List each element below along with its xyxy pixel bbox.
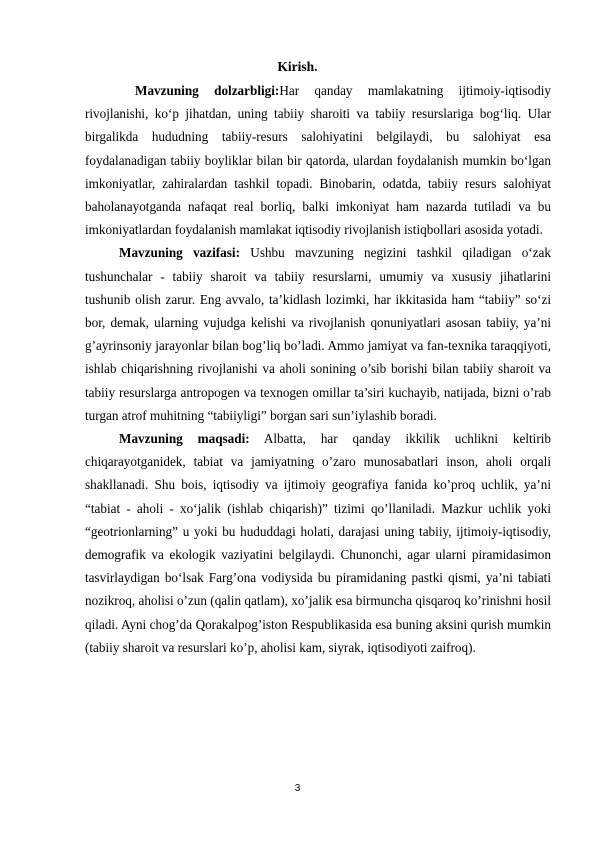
paragraph-text-relevance: Har qanday mamlakatning ijtimoiy-iqtisodiy rivojlanishi, ko‘p jihatdan, uning tabiiy sharoiti va tabiiy resurslariga bog‘liq. Ular birgalikda hududning tabiiy-resurs salohiyatini belgilaydi, bu salohiyat esa foydalanadigan tabiiy boyliklar bilan bir qatorda, ulardan foydalanish mumkin bo‘lgan imkoniyatlar, zahiralardan tashkil topadi. Binobarin, odatda, tabiiy resurs salohiyat baholanayotganda nafaqat real borliq, balki imkoniyat ham nazarda tutiladi va bu imkoniyatlardan foydalanish mamlakat iqtisodiy rivojlanish istiqbollari asosida yotadi. [85, 83, 551, 238]
paragraph-lead-task: Mavzuning vazifasi: [119, 245, 240, 261]
page-number: 3 [294, 783, 301, 794]
document-body [85, 79, 551, 659]
paragraph-text-goal: Albatta, har qanday ikkilik uchlikni keltirib chiqarayotganidek, tabiat va jamiyatning o’zaro munosabatlari inson, aholi orqali shakllanadi. Shu bois, iqtisodiy va ijtimoiy geografiya fanida ko’proq uchlik, ya’ni “tabiat - aholi - xo‘jalik (ishlab chiqarish)” tizimi qo’llaniladi. Mazkur uchlik yoki “geotrionlarning” u yoki bu hududdagi holati, darajasi uning tabiiy, ijtimoiy-iqtisodiy, demografik va ekologik vaziyatini belgilaydi. Chunonchi, agar ularni piramidasimon tasvirlaydigan bo‘lsak Farg’ona vodiysida bu piramidaning pastki qismi, ya’ni tabiati nozikroq, aholisi o’zun (qalin qatlam), xo’jalik esa birmuncha qisqaroq ko’rinishni hosil qiladi. Ayni chog’da Qorakalpog’iston Respublikasida esa buning aksini qurish mumkin (tabiiy sharoit va resurslari ko’p, aholisi kam, siyrak, iqtisodiyoti zaifroq). [85, 431, 551, 655]
paragraph-goal [85, 427, 551, 659]
paragraph-relevance [85, 79, 551, 241]
paragraph-text-task: Ushbu mavzuning negizini tashkil qiladigan o‘zak tushunchalar - tabiiy sharoit va tabiiy resurslarni, umumiy va xususiy jihatlarini tushunib olish zarur. Eng avvalo, ta’kidlash lozimki, har ikkitasida ham “tabiiy” so‘zi bor, demak, ularning vujudga kelishi va rivojlanish qonuniyatlari asosan tabiiy, ya’ni g’ayrinsoniy jarayonlar bilan bog’liq bo’ladi. Ammo jamiyat va fan-texnika taraqqiyoti, ishlab chiqarishning rivojlanishi va aholi sonining o’sib borishi bilan tabiiy sharoit va tabiiy resurslarga antropogen va texnogen omillar ta’siri kuchayib, natijada, bizni o’rab turgan atrof muhitning “tabiiyligi” borgan sari sun’iylashib boradi. [85, 245, 551, 423]
page-title: Kirish. [277, 59, 318, 74]
paragraph-task [85, 241, 551, 427]
paragraph-lead-relevance: Mavzuning dolzarbligi: [135, 83, 280, 98]
paragraph-lead-goal: Mavzuning maqsadi: [119, 431, 250, 447]
